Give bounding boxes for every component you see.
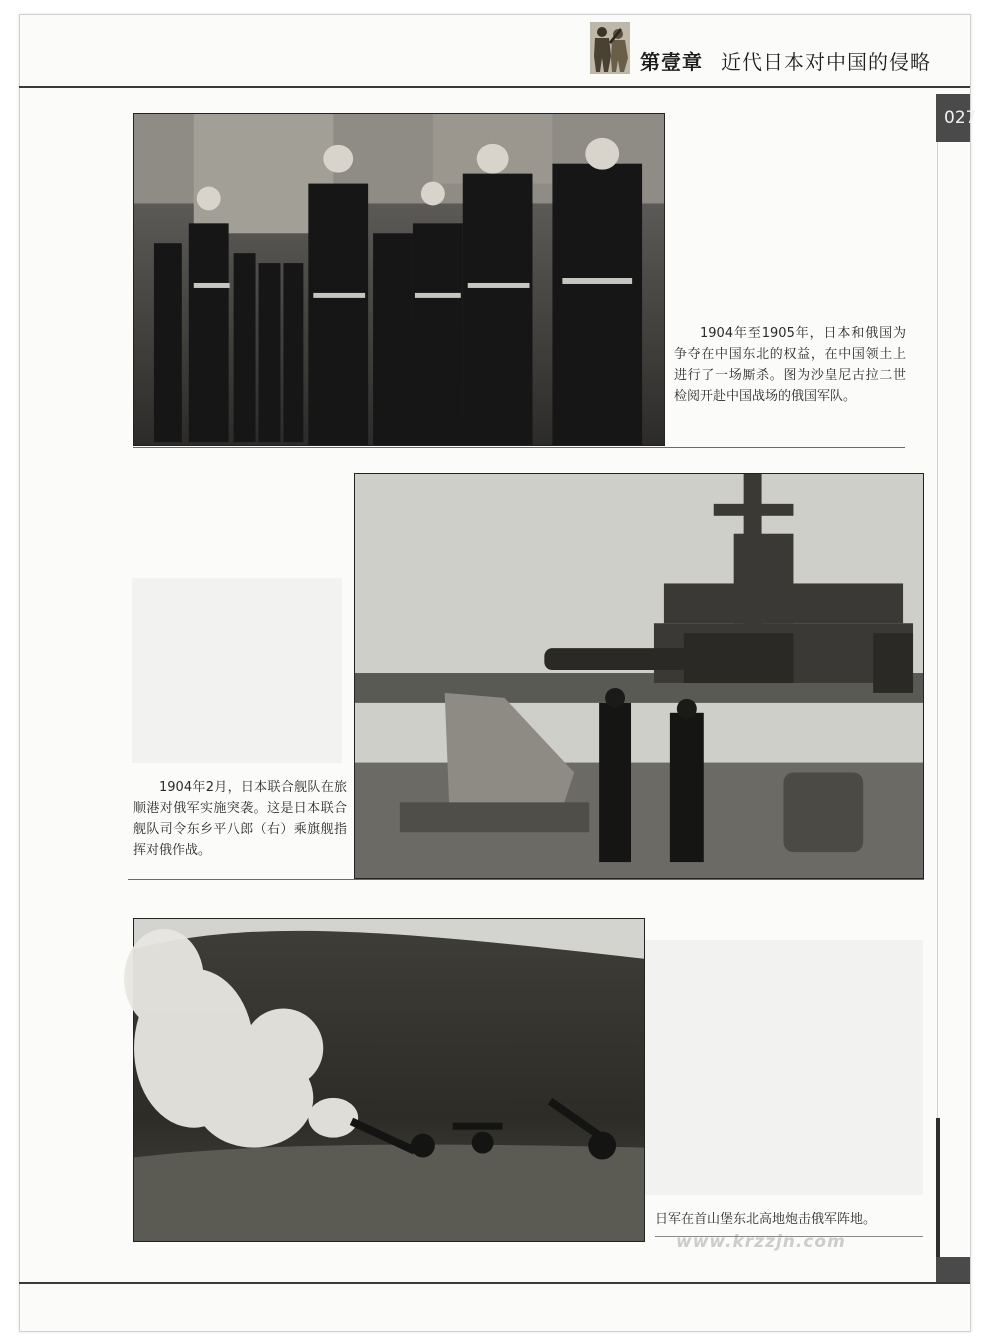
header-rule: [19, 86, 970, 88]
caption-photo-3: 日军在首山堡东北高地炮击俄军阵地。: [655, 1212, 877, 1227]
gutter-line: [937, 142, 938, 1280]
scan-shadow: [645, 940, 923, 1195]
photo-tsar-review: [133, 113, 665, 446]
soldier-silhouette-icon: [590, 22, 630, 74]
watermark: www.krzzjn.com: [676, 1232, 846, 1252]
footer-rule: [19, 1282, 970, 1284]
caption-photo-1: 1904年至1905年，日本和俄国为争夺在中国东北的权益，在中国领土上进行了一场厮杀。图为沙皇尼古拉二世检阅开赴中国战场的俄国军队。: [674, 326, 906, 404]
page-number: 027: [936, 94, 970, 142]
corner-block: [936, 1257, 970, 1282]
chapter-header: [640, 46, 931, 75]
chapter-title: 近代日本对中国的侵略: [721, 50, 931, 74]
photo-artillery-hill: [133, 918, 645, 1242]
photo-togo-flagship: [354, 473, 924, 879]
caption-rule-2: [128, 879, 924, 880]
chapter-number: 第壹章: [640, 50, 703, 74]
scan-shadow: [132, 578, 342, 763]
caption-photo-2: 1904年2月，日本联合舰队在旅顺港对俄军实施突袭。这是日本联合舰队司令东乡平八郎（右）乘旗舰指挥对俄作战。: [133, 780, 347, 858]
caption-rule-1: [133, 447, 905, 448]
